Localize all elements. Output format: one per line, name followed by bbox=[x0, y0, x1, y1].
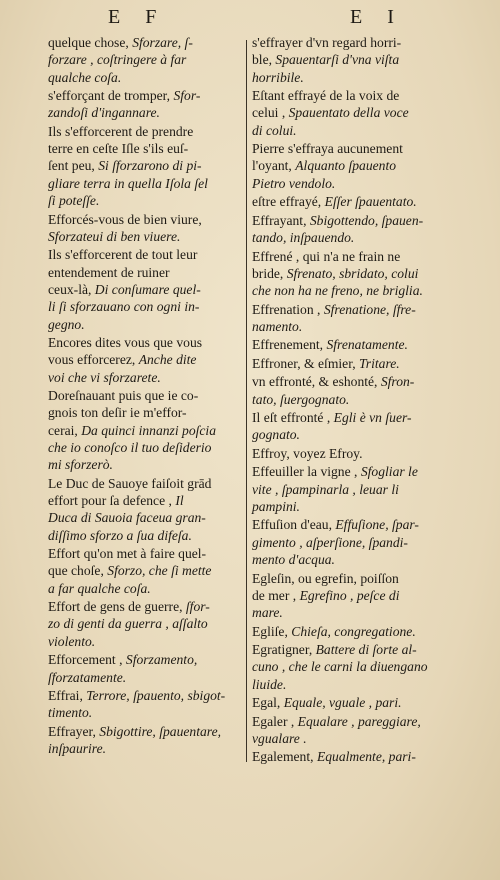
right-column bbox=[252, 34, 452, 767]
italian-text: zandoſi d'ingannare. bbox=[48, 105, 160, 121]
french-text: Effroy, voyez Efroy. bbox=[252, 445, 363, 461]
french-text: Effeuiller la vigne , bbox=[252, 464, 361, 480]
dictionary-entry bbox=[252, 713, 452, 748]
french-text: Egal, bbox=[252, 695, 284, 711]
entry-line bbox=[252, 641, 452, 658]
italian-text: Sforzare, ſ- bbox=[132, 35, 193, 50]
header-right-letters: E I bbox=[350, 6, 404, 28]
dictionary-entry bbox=[252, 355, 452, 372]
entry-line bbox=[48, 123, 244, 140]
italian-text: Di conſumare quel- bbox=[94, 281, 201, 297]
french-text: Ils s'efforcerent de prendre bbox=[48, 123, 194, 139]
entry-line bbox=[252, 587, 452, 604]
french-text: que choſe, bbox=[48, 563, 108, 579]
french-text: Effrenement, bbox=[252, 337, 327, 353]
entry-line bbox=[48, 281, 244, 298]
dictionary-entry bbox=[48, 545, 244, 597]
italian-text: violento. bbox=[48, 633, 96, 649]
dictionary-entry bbox=[48, 334, 244, 386]
italian-text: Sbigottire, ſpauentare, bbox=[99, 723, 221, 739]
entry-line bbox=[252, 463, 452, 480]
entry-line bbox=[48, 51, 244, 68]
entry-line bbox=[48, 298, 244, 315]
entry-line bbox=[252, 445, 452, 462]
header-left-letters: E F bbox=[108, 6, 167, 28]
italian-text: horribile. bbox=[252, 69, 304, 85]
italian-text: ſforzatamente. bbox=[48, 669, 127, 685]
dictionary-entry bbox=[252, 409, 452, 444]
french-text: Egaler , bbox=[252, 713, 298, 729]
entry-line bbox=[48, 633, 244, 650]
french-text: ceux-là, bbox=[48, 281, 95, 297]
entry-line bbox=[252, 623, 452, 640]
dictionary-entry bbox=[252, 212, 452, 247]
entry-line bbox=[48, 264, 244, 281]
italian-text: Tritare. bbox=[359, 355, 400, 371]
italian-text: qualche coſa. bbox=[48, 69, 122, 85]
french-text: vous efforcerez, bbox=[48, 352, 139, 368]
dictionary-entry bbox=[48, 387, 244, 473]
italian-text: Eſſer ſpauentato. bbox=[324, 194, 417, 210]
entry-line bbox=[252, 265, 452, 282]
entry-line bbox=[48, 527, 244, 544]
entry-line bbox=[48, 369, 244, 386]
entry-line bbox=[252, 570, 452, 587]
dictionary-entry bbox=[252, 694, 452, 711]
french-text: Egliſe, bbox=[252, 623, 292, 639]
entry-line bbox=[48, 211, 244, 228]
dictionary-entry bbox=[252, 336, 452, 353]
entry-line bbox=[252, 694, 452, 711]
entry-line bbox=[252, 69, 452, 86]
dictionary-entry bbox=[252, 87, 452, 139]
italian-text: namento. bbox=[252, 318, 303, 334]
french-text: Effrenation , bbox=[252, 301, 324, 317]
entry-line bbox=[252, 551, 452, 568]
left-column bbox=[48, 34, 244, 759]
french-text: eſtre effrayé, bbox=[252, 194, 325, 210]
entry-line bbox=[252, 391, 452, 408]
entry-line bbox=[48, 687, 244, 704]
french-text: s'efforçant de tromper, bbox=[48, 88, 174, 104]
french-text: bride, bbox=[252, 265, 287, 281]
entry-line bbox=[252, 87, 452, 104]
italian-text: Sforzo, che ſi mette bbox=[107, 563, 212, 579]
italian-text: Da quinci innanzi poſcia bbox=[81, 422, 216, 438]
entry-line bbox=[252, 481, 452, 498]
entry-line bbox=[48, 422, 244, 439]
dictionary-entry bbox=[252, 193, 452, 210]
italian-text: cuno , che le carni la diuengano bbox=[252, 659, 428, 675]
italian-text: liuide. bbox=[252, 676, 287, 692]
italian-text: a far qualche coſa. bbox=[48, 580, 151, 596]
italian-text: Effuſione, ſpar- bbox=[335, 517, 419, 533]
entry-line bbox=[48, 316, 244, 333]
entry-line bbox=[252, 229, 452, 246]
french-text: ble, bbox=[252, 52, 276, 68]
italian-text: gegno. bbox=[48, 316, 85, 332]
italian-text: zo di genti da guerra , aſſalto bbox=[48, 616, 208, 632]
dictionary-entry bbox=[252, 641, 452, 693]
dictionary-entry bbox=[252, 301, 452, 336]
french-text: Pierre s'effraya aucunement bbox=[252, 141, 403, 157]
dictionary-entry bbox=[252, 516, 452, 568]
entry-line bbox=[252, 426, 452, 443]
entry-line bbox=[48, 351, 244, 368]
italian-text: Spauentarſi d'vna viſta bbox=[275, 52, 400, 68]
entry-line bbox=[48, 651, 244, 668]
french-text: Doreſnauant puis que ie co- bbox=[48, 388, 199, 404]
french-text: Effrayant, bbox=[252, 212, 310, 228]
italian-text: Il bbox=[175, 493, 184, 509]
italian-text: tando, inſpauendo. bbox=[252, 230, 355, 246]
italian-text: vite , ſpampinarla , leuar li bbox=[252, 481, 399, 497]
entry-line bbox=[48, 456, 244, 473]
french-text: Egratigner, bbox=[252, 642, 316, 658]
italian-text: Equalmente, pari- bbox=[316, 749, 416, 765]
italian-text: mi sforzerò. bbox=[48, 457, 113, 473]
dictionary-entry bbox=[48, 246, 244, 332]
entry-line bbox=[48, 334, 244, 351]
entry-line bbox=[252, 301, 452, 318]
italian-text: li ſi sforzauano con ogni in- bbox=[48, 299, 200, 315]
entry-line bbox=[48, 669, 244, 686]
entry-line bbox=[252, 282, 452, 299]
dictionary-entry bbox=[48, 723, 244, 758]
entry-line bbox=[48, 580, 244, 597]
italian-text: gimento , aſperſione, ſpandi- bbox=[252, 534, 408, 550]
entry-line bbox=[48, 545, 244, 562]
entry-line bbox=[48, 175, 244, 192]
italian-text: ſi poteſſe. bbox=[48, 193, 100, 209]
entry-line bbox=[252, 604, 452, 621]
entry-line bbox=[48, 87, 244, 104]
entry-line bbox=[48, 740, 244, 757]
entry-line bbox=[252, 318, 452, 335]
entry-line bbox=[48, 615, 244, 632]
italian-text: Sfogliar le bbox=[360, 464, 418, 480]
french-text: Le Duc de Sauoye faiſoit grād bbox=[48, 475, 212, 491]
french-text: Egleſin, ou egrefin, poiſſon bbox=[252, 570, 399, 586]
entry-line bbox=[252, 336, 452, 353]
french-text: de mer , bbox=[252, 587, 300, 603]
french-text: s'effrayer d'vn regard horri- bbox=[252, 35, 402, 50]
dictionary-entry bbox=[48, 34, 244, 86]
french-text: Effuſion d'eau, bbox=[252, 517, 336, 533]
italian-text: tato, ſuergognato. bbox=[252, 391, 350, 407]
italian-text: mento d'acqua. bbox=[252, 552, 335, 568]
french-text: Il eſt effronté , bbox=[252, 410, 334, 426]
entry-line bbox=[252, 248, 452, 265]
entry-line bbox=[252, 104, 452, 121]
entry-line bbox=[48, 387, 244, 404]
italian-text: gliare terra in quella Iſola ſel bbox=[48, 175, 208, 191]
entry-line bbox=[252, 355, 452, 372]
italian-text: Sforzateui di ben viuere. bbox=[48, 228, 181, 244]
dictionary-entry bbox=[48, 687, 244, 722]
italian-text: pampini. bbox=[252, 498, 300, 514]
french-text: entendement de ruiner bbox=[48, 264, 170, 280]
entry-line bbox=[252, 175, 452, 192]
italian-text: inſpaurire. bbox=[48, 741, 107, 757]
italian-text: Sfron- bbox=[380, 374, 415, 390]
french-text: Efforcés-vous de bien viure, bbox=[48, 211, 202, 227]
column-divider bbox=[246, 40, 247, 762]
italian-text: Sfrenatione, ſfre- bbox=[323, 301, 416, 317]
entry-line bbox=[48, 228, 244, 245]
french-text: Effort qu'on met à faire quel- bbox=[48, 546, 207, 562]
french-text: terre en ceſte Iſle s'ils euſ- bbox=[48, 141, 189, 157]
dictionary-entry bbox=[252, 34, 452, 86]
italian-text: che non ha ne freno, ne briglia. bbox=[252, 283, 423, 299]
sep-text: quelque chose, bbox=[48, 35, 133, 50]
entry-line bbox=[48, 157, 244, 174]
entry-line bbox=[252, 193, 452, 210]
entry-line bbox=[48, 598, 244, 615]
entry-line bbox=[48, 140, 244, 157]
italian-text: Egli è vn ſuer- bbox=[333, 410, 412, 426]
entry-line bbox=[252, 122, 452, 139]
dictionary-entry bbox=[48, 211, 244, 246]
italian-text: forzare , coſtringere à far bbox=[48, 52, 187, 68]
italian-text: Battere di ſorte al- bbox=[315, 642, 417, 658]
italian-text: timento. bbox=[48, 705, 93, 721]
french-text: Effrai, bbox=[48, 688, 87, 704]
italian-text: Chieſa, congregatione. bbox=[291, 623, 416, 639]
french-text: ſent peu, bbox=[48, 158, 99, 174]
entry-line bbox=[48, 723, 244, 740]
french-text: cerai, bbox=[48, 422, 82, 438]
italian-text: vgualare . bbox=[252, 730, 307, 746]
entry-line bbox=[252, 212, 452, 229]
french-text: effort pour ſa defence , bbox=[48, 493, 176, 509]
italian-text: diſſimo sforzo a ſua difeſa. bbox=[48, 527, 192, 543]
italian-text: ſfor- bbox=[185, 599, 210, 615]
entry-line bbox=[252, 730, 452, 747]
french-text: Ils s'efforcerent de tout leur bbox=[48, 247, 198, 263]
entry-line bbox=[48, 492, 244, 509]
entry-line bbox=[252, 498, 452, 515]
french-text: Effort de gens de guerre, bbox=[48, 599, 186, 615]
italian-text: Alquanto ſpauento bbox=[295, 158, 397, 174]
running-header bbox=[0, 6, 500, 28]
french-text: celui , bbox=[252, 105, 289, 121]
italian-text: Sbigottendo, ſpauen- bbox=[309, 212, 424, 228]
dictionary-entry bbox=[252, 248, 452, 300]
french-text: l'oyant, bbox=[252, 158, 296, 174]
french-text: Encores dites vous que vous bbox=[48, 334, 203, 350]
entry-line bbox=[48, 34, 244, 51]
french-text: Eſtant effrayé de la voix de bbox=[252, 88, 400, 104]
entry-line bbox=[252, 373, 452, 390]
italian-text: Sfrenato, sbridato, colui bbox=[286, 265, 419, 281]
italian-text: che io conoſco il tuo deſiderio bbox=[48, 439, 212, 455]
entry-line bbox=[252, 713, 452, 730]
dictionary-entry bbox=[48, 598, 244, 650]
dictionary-entry bbox=[252, 570, 452, 622]
dictionary-entry bbox=[48, 123, 244, 209]
italian-text: Sfor- bbox=[173, 88, 201, 104]
italian-text: Egrefino , peſce di bbox=[299, 587, 400, 603]
entry-line bbox=[252, 409, 452, 426]
italian-text: Sfrenatamente. bbox=[326, 337, 408, 353]
entry-line bbox=[48, 246, 244, 263]
entry-line bbox=[252, 516, 452, 533]
entry-line bbox=[252, 157, 452, 174]
italian-text: voi che vi sforzarete. bbox=[48, 369, 161, 385]
entry-line bbox=[48, 562, 244, 579]
entry-line bbox=[252, 51, 452, 68]
entry-line bbox=[252, 676, 452, 693]
italian-text: Pietro vendolo. bbox=[252, 175, 336, 191]
entry-line bbox=[252, 748, 452, 765]
french-text: Efforcement , bbox=[48, 652, 126, 668]
dictionary-entry bbox=[252, 623, 452, 640]
french-text: Effrené , qui n'a ne frain ne bbox=[252, 248, 401, 264]
entry-line bbox=[48, 704, 244, 721]
dictionary-entry bbox=[48, 475, 244, 544]
italian-text: Sforzamento, bbox=[125, 652, 198, 668]
french-text: Effroner, & eſmier, bbox=[252, 355, 359, 371]
italian-text: di colui. bbox=[252, 122, 297, 138]
entry-line bbox=[48, 475, 244, 492]
dictionary-entry bbox=[252, 463, 452, 515]
dictionary-entry bbox=[48, 87, 244, 122]
entry-line bbox=[252, 140, 452, 157]
french-text: Effrayer, bbox=[48, 723, 100, 739]
italian-text: Duca di Sauoia faceua gran- bbox=[48, 510, 206, 526]
entry-line bbox=[252, 34, 452, 51]
italian-text: mare. bbox=[252, 605, 283, 621]
italian-text: Anche dite bbox=[138, 352, 197, 368]
entry-line bbox=[48, 192, 244, 209]
dictionary-entry bbox=[252, 373, 452, 408]
entry-line bbox=[48, 509, 244, 526]
dictionary-entry bbox=[252, 445, 452, 462]
dictionary-entry bbox=[252, 140, 452, 192]
italian-text: Terrore, ſpauento, sbigot- bbox=[86, 688, 226, 704]
french-text: Egalement, bbox=[252, 749, 317, 765]
entry-line bbox=[252, 658, 452, 675]
french-text: vn effronté, & eshonté, bbox=[252, 374, 381, 390]
dictionary-entry bbox=[48, 651, 244, 686]
entry-line bbox=[48, 404, 244, 421]
entry-line bbox=[48, 104, 244, 121]
entry-line bbox=[252, 534, 452, 551]
entry-line bbox=[48, 69, 244, 86]
italian-text: Equalare , pareggiare, bbox=[297, 713, 421, 729]
italian-text: Si ſforzarono di pi- bbox=[98, 158, 202, 174]
french-text: gnois ton deſir ie m'effor- bbox=[48, 405, 187, 421]
dictionary-entry bbox=[252, 748, 452, 765]
italian-text: Spauentato della voce bbox=[288, 105, 409, 121]
italian-text: gognato. bbox=[252, 427, 300, 443]
italian-text: Equale, vguale , pari. bbox=[283, 695, 402, 711]
entry-line bbox=[48, 439, 244, 456]
